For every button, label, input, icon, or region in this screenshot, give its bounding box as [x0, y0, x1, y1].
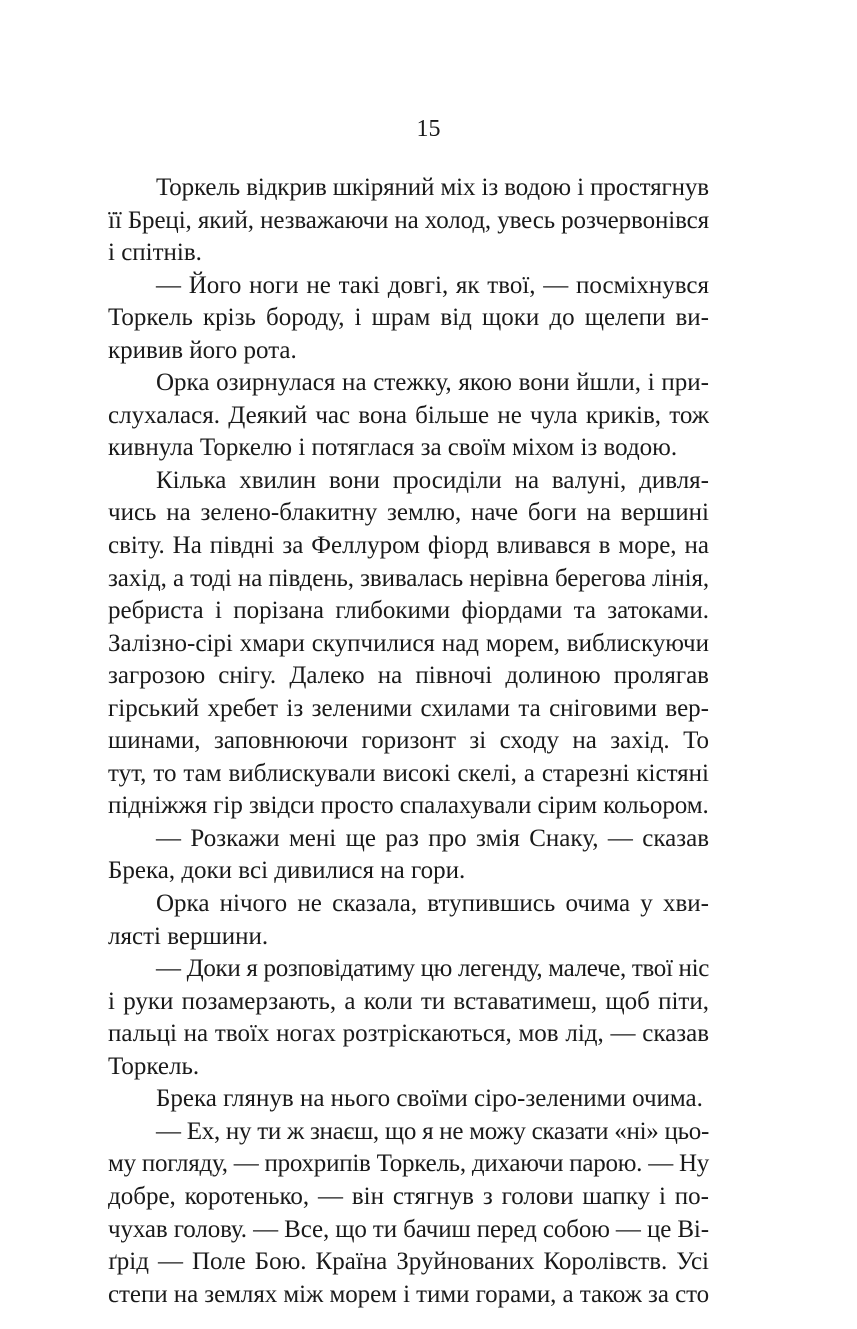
text-line: захід, а тоді на південь, звивалась нерівна берегова лінія, — [108, 564, 709, 592]
text-line: добре, коротенько, — він стягнув з голови шапку і по- — [108, 1182, 709, 1210]
text-line: — Доки я розповідатиму цю легенду, малече, твої ніс — [156, 955, 709, 983]
text-line: чухав голову. — Все, що ти бачиш перед собою — це Ві- — [108, 1215, 709, 1243]
text-line: ґрід — Поле Бою. Країна Зруйнованих Королівств. Усі — [108, 1248, 709, 1276]
text-line: ребриста і порізана глибокими фіордами та затоками. — [108, 597, 709, 625]
text-line: Орка нічого не сказала, втупившись очима у хви- — [156, 890, 709, 918]
text-line: му погляду, — прохрипів Торкель, дихаючи парою. — Ну — [108, 1150, 710, 1178]
text-line: загрозою снігу. Далеко на півночі долиною пролягав — [108, 662, 709, 690]
text-line: кривив його рота. — [108, 336, 297, 364]
text-line: і руки позамерзають, а коли ти вставатимеш, щоб піти, — [108, 987, 709, 1015]
text-line: шинами, заповнюючи горизонт зі сходу на захід. То — [108, 727, 709, 755]
text-line: Брека, доки всі дивилися на гори. — [108, 857, 466, 885]
text-line: слухалася. Деякий час вона більше не чула криків, тож — [108, 401, 709, 429]
text-line: пальці на твоїх ногах розтріскаються, мов лід, — сказав — [108, 1020, 709, 1048]
text-line: Брека глянув на нього своїми сіро-зеленими очима. — [156, 1085, 703, 1113]
text-line: Кілька хвилин вони просиділи на валуні, дивля- — [156, 466, 709, 494]
text-line: кивнула Торкелю і потяглася за своїм міхом із водою. — [108, 434, 678, 462]
text-line: підніжжя гір звідси просто спалахували сірим кольором. — [108, 792, 709, 820]
text-line: — Ех, ну ти ж знаєш, що я не можу сказати «ні» цьо- — [156, 1117, 710, 1145]
text-line: степи на землях між морем і тими горами, а також за сто — [108, 1280, 710, 1308]
page-number: 15 — [416, 116, 441, 142]
text-line: чись на зелено-блакитну землю, наче боги на вершині — [108, 499, 709, 527]
body-text — [108, 172, 709, 1311]
text-line: лясті вершини. — [108, 922, 269, 950]
text-line: і спітнів. — [108, 239, 202, 267]
text-line: — Розкажи мені ще раз про змія Снаку, — сказав — [156, 824, 709, 852]
text-line: Орка озирнулася на стежку, якою вони йшли, і при- — [156, 369, 709, 397]
text-line: Торкель відкрив шкіряний міх із водою і простягнув — [156, 174, 709, 201]
text-line: Торкель. — [108, 1052, 200, 1080]
text-line: тут, то там виблискували високі скелі, а старезні кістяні — [108, 759, 709, 787]
text-line: Залізно-сірі хмари скупчилися над морем, виблискуючи — [108, 629, 709, 657]
text-line: світу. На півдні за Феллуром фіорд вливався в море, на — [108, 532, 709, 560]
text-line: її Бреці, який, незважаючи на холод, увесь розчервонівся — [108, 206, 709, 234]
text-line: гірський хребет із зеленими схилами та сніговими вер- — [108, 694, 709, 722]
text-line: — Його ноги не такі довгі, як твої, — посміхнувся — [156, 271, 709, 299]
text-line: Торкель крізь бороду, і шрам від щоки до щелепи ви- — [108, 304, 709, 332]
